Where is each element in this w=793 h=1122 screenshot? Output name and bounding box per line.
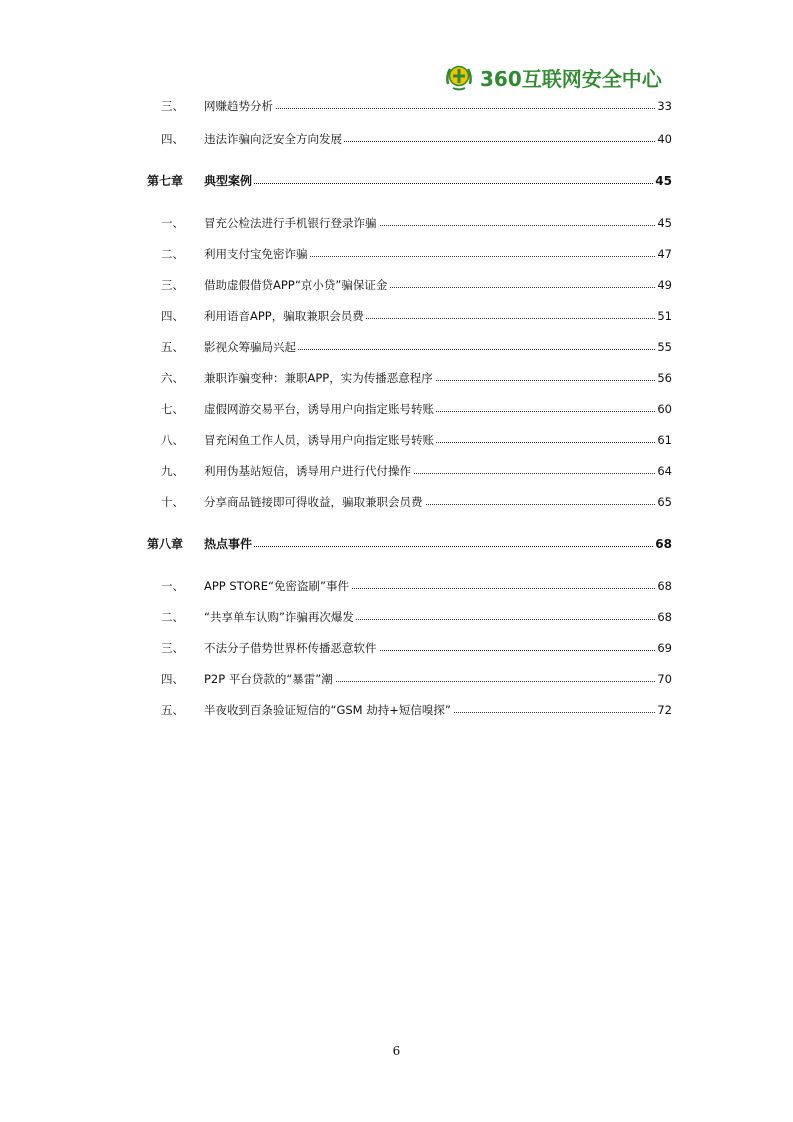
toc-entry-title: 半夜收到百条验证短信的“GSM 劫持+短信嗅探” <box>204 703 451 717</box>
toc-entry-number: 四、 <box>161 672 184 686</box>
toc-entry-number: 五、 <box>161 703 184 717</box>
toc-entry-number: 十、 <box>161 495 184 509</box>
toc-entry-page: 65 <box>657 495 672 509</box>
toc-entry-number: 第七章 <box>147 174 184 188</box>
toc-entry-title: 冒充公检法进行手机银行登录诈骗 <box>204 216 377 230</box>
toc-entry-page: 40 <box>657 132 672 146</box>
toc-entry-title: 不法分子借势世界杯传播恶意软件 <box>204 641 377 655</box>
page-number: 6 <box>392 1044 401 1058</box>
toc-chapter-row[interactable] <box>0 172 793 190</box>
toc-entry-page: 33 <box>657 99 672 113</box>
toc-entry-row[interactable] <box>0 493 793 511</box>
toc-entry-page: 69 <box>657 641 672 655</box>
toc-entry-title: 热点事件 <box>204 537 253 551</box>
toc-entry-row[interactable] <box>0 245 793 263</box>
toc-entry-title: APP STORE“免密盗刷”事件 <box>204 579 349 593</box>
toc-entry-page: 68 <box>657 579 672 593</box>
logo-emblem-icon <box>444 62 474 92</box>
toc-entry-title: 利用语音APP，骗取兼职会员费 <box>204 309 364 323</box>
toc-entry-title: “共享单车认购”诈骗再次爆发 <box>204 610 354 624</box>
brand-logo <box>444 62 662 92</box>
toc-entry-title: 网赚趋势分析 <box>204 99 273 113</box>
toc-entry-page: 64 <box>657 464 672 478</box>
toc-entry-title: 典型案例 <box>204 174 253 188</box>
toc-entry-number: 四、 <box>161 132 184 146</box>
toc-entry-row[interactable] <box>0 400 793 418</box>
toc-entry-number: 一、 <box>161 579 184 593</box>
toc-entry-row[interactable] <box>0 307 793 325</box>
toc-entry-title: 兼职诈骗变种：兼职APP，实为传播恶意程序 <box>204 371 433 385</box>
toc-entry-title: 违法诈骗向泛安全方向发展 <box>204 132 342 146</box>
toc-entry-row[interactable] <box>0 431 793 449</box>
toc-entry-row[interactable] <box>0 369 793 387</box>
toc-entry-title: 利用支付宝免密诈骗 <box>204 247 308 261</box>
toc-entry-number: 七、 <box>161 402 184 416</box>
toc-entry-title: 分享商品链接即可得收益，骗取兼职会员费 <box>204 495 423 509</box>
toc-entry-title: 利用伪基站短信，诱导用户进行代付操作 <box>204 464 411 478</box>
toc-entry-page: 61 <box>657 433 672 447</box>
toc-entry-page: 49 <box>657 278 672 292</box>
toc-entry-row[interactable] <box>0 338 793 356</box>
toc-entry-number: 三、 <box>161 641 184 655</box>
toc-entry-title: 影视众筹骗局兴起 <box>204 340 296 354</box>
toc-entry-row[interactable] <box>0 214 793 232</box>
toc-entry-number: 三、 <box>161 99 184 113</box>
toc-entry-row[interactable] <box>0 130 793 148</box>
toc-entry-row[interactable] <box>0 577 793 595</box>
toc-entry-number: 二、 <box>161 247 184 261</box>
toc-entry-page: 47 <box>657 247 672 261</box>
toc-entry-number: 四、 <box>161 309 184 323</box>
toc-dot-leader <box>204 546 657 547</box>
toc-entry-row[interactable] <box>0 701 793 719</box>
toc-dot-leader <box>204 183 657 184</box>
toc-entry-row[interactable] <box>0 462 793 480</box>
toc-entry-number: 三、 <box>161 278 184 292</box>
toc-entry-page: 60 <box>657 402 672 416</box>
toc-entry-page: 68 <box>655 537 672 551</box>
toc-chapter-row[interactable] <box>0 535 793 553</box>
toc-entry-title: 冒充闲鱼工作人员，诱导用户向指定账号转账 <box>204 433 434 447</box>
toc-entry-page: 68 <box>657 610 672 624</box>
toc-entry-row[interactable] <box>0 670 793 688</box>
toc-entry-number: 五、 <box>161 340 184 354</box>
logo-text: 360互联网安全中心 <box>480 66 662 91</box>
toc-entry-row[interactable] <box>0 608 793 626</box>
toc-entry-number: 九、 <box>161 464 184 478</box>
toc-entry-number: 第八章 <box>147 537 184 551</box>
toc-entry-number: 六、 <box>161 371 184 385</box>
toc-entry-page: 45 <box>657 216 672 230</box>
toc-entry-page: 51 <box>657 309 672 323</box>
toc-entry-page: 55 <box>657 340 672 354</box>
toc-entry-title: 借助虚假借贷APP“京小贷”骗保证金 <box>204 278 388 292</box>
toc-entry-page: 72 <box>657 703 672 717</box>
toc-entry-page: 70 <box>657 672 672 686</box>
toc-entry-row[interactable] <box>0 276 793 294</box>
toc-entry-title: P2P 平台贷款的“暴雷”潮 <box>204 672 333 686</box>
toc-entry-page: 56 <box>657 371 672 385</box>
toc-entry-number: 二、 <box>161 610 184 624</box>
toc-entry-number: 八、 <box>161 433 184 447</box>
toc-entry-row[interactable] <box>0 639 793 657</box>
toc-entry-title: 虚假网游交易平台，诱导用户向指定账号转账 <box>204 402 434 416</box>
toc-entry-row[interactable] <box>0 97 793 115</box>
toc-entry-number: 一、 <box>161 216 184 230</box>
toc-entry-page: 45 <box>655 174 672 188</box>
